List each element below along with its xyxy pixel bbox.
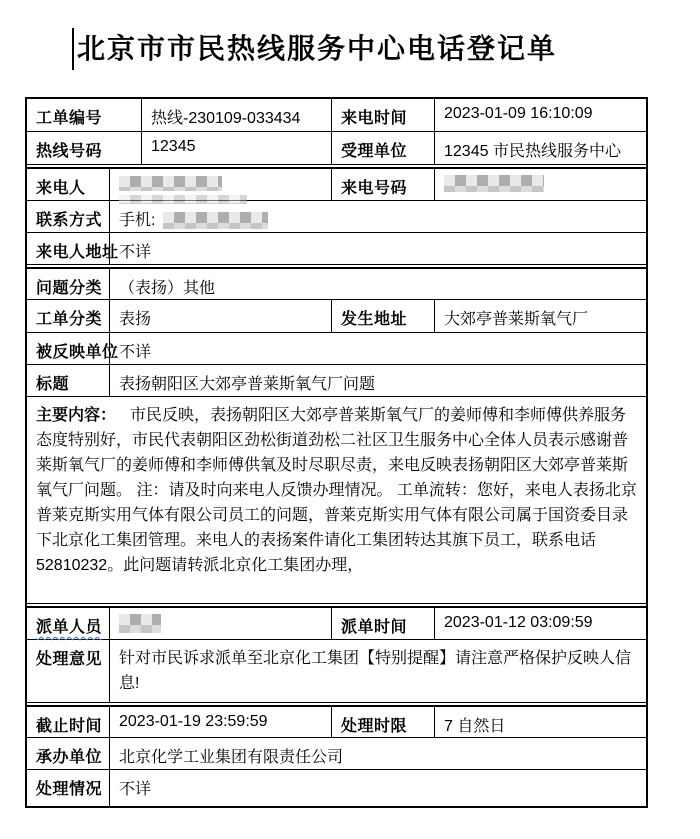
row-caller-addr [27, 233, 646, 265]
row-subject [27, 365, 646, 397]
field-label-dispatcher [27, 608, 110, 639]
field-label-call-time: 来电时间 [332, 99, 435, 131]
row-main-content [27, 397, 646, 604]
text-cursor [72, 28, 74, 70]
field-value-problem-class: （表扬）其他 [119, 280, 216, 297]
field-main-content [27, 397, 646, 603]
registration-form-table [25, 97, 648, 808]
field-value-caller-addr: 不详 [119, 244, 152, 261]
field-label-hotline-no: 热线号码 [27, 132, 142, 164]
field-label-reported-unit: 被反映单位 [27, 333, 110, 364]
field-label-contact: 联系方式 [27, 201, 110, 232]
row-hotline-no [27, 132, 646, 165]
field-label-deadline: 截止时间 [27, 707, 110, 737]
field-value-location: 大郊亭普莱斯氧气厂 [444, 311, 589, 328]
field-label-caller: 来电人 [27, 169, 110, 200]
field-label-subject: 标题 [27, 365, 110, 396]
redacted-phone-number [163, 212, 268, 229]
field-label-dispatch-time: 派单时间 [332, 608, 435, 639]
redacted-caller-number [444, 175, 544, 192]
redacted-dispatcher-name [119, 614, 161, 633]
field-value-contact [110, 201, 646, 232]
row-order-class [27, 300, 646, 333]
redacted-caller-name-line2 [119, 195, 247, 204]
field-value-deadline: 2023-01-19 23:59:59 [110, 707, 332, 737]
row-handling-unit [27, 738, 646, 770]
row-handling-status [27, 770, 646, 806]
field-value-dispatcher [110, 608, 332, 639]
main-content-label: 主要内容： [36, 407, 117, 424]
field-label-accept-unit: 受理单位 [332, 132, 435, 164]
dispatcher-label-text: 派单人员 [36, 619, 103, 636]
field-value-reported-unit: 不详 [119, 344, 152, 361]
page-title: 北京市市民热线服务中心电话登记单 [77, 33, 558, 64]
field-value-handling-opinion: 针对市民诉求派单至北京化工集团【特别提醒】请注意严格保护反映人信息! [119, 650, 632, 692]
field-label-handling-unit: 承办单位 [27, 738, 110, 769]
field-label-caller-addr: 来电人地址 [27, 233, 110, 264]
field-value-caller [110, 169, 332, 200]
field-label-location: 发生地址 [332, 300, 435, 332]
field-value-order-class: 表扬 [110, 300, 332, 332]
field-value-order-no: 热线-230109-033434 [142, 99, 332, 131]
field-value-handling-unit: 北京化学工业集团有限责任公司 [119, 749, 344, 766]
main-content-text: 市民反映，表扬朝阳区大郊亭普莱斯氧气厂的姜师傅和李师傅供养服务态度特别好，市民代表朝阳区劲松街道劲松二社区卫生服务中心全体人员表示感谢普莱斯氧气厂的姜师傅和李师傅供氧及时尽职尽责，来电反映表扬朝阳区大郊亭普莱斯氧气厂问题。 注：请及时向来电人反馈办理情况。 工单流转：您好，来电人表扬北京普莱克斯实用气体有限公司员工的问题，普莱克斯实用气体有限公司属于国资委目录下北京化工集团管理。来电人的表扬案件请化工集团转达其旗下员工，联系电话 52810232。此问题请转派北京化工集团办理， [36, 407, 637, 574]
row-deadline [27, 707, 646, 738]
row-contact [27, 201, 646, 233]
row-reported-unit [27, 333, 646, 365]
field-value-handling-status: 不详 [119, 781, 152, 798]
field-value-caller-no [435, 169, 646, 200]
field-label-handling-status: 处理情况 [27, 770, 110, 806]
field-label-problem-class: 问题分类 [27, 269, 110, 299]
contact-prefix: 手机: [119, 212, 156, 229]
field-label-caller-no: 来电号码 [332, 169, 435, 200]
field-value-call-time: 2023-01-09 16:10:09 [444, 105, 593, 122]
row-caller [27, 169, 646, 201]
field-value-time-limit: 7 自然日 [444, 718, 506, 735]
row-problem-class [27, 269, 646, 300]
field-label-order-class: 工单分类 [27, 300, 110, 332]
field-value-accept-unit: 12345 市民热线服务中心 [444, 143, 621, 160]
field-label-handling-opinion: 处理意见 [27, 640, 110, 702]
field-label-time-limit: 处理时限 [332, 707, 435, 737]
row-handling-opinion [27, 640, 646, 703]
field-label-order-no: 工单编号 [27, 99, 142, 131]
row-dispatcher [27, 608, 646, 640]
row-order-no [27, 99, 646, 132]
field-value-subject: 表扬朝阳区大郊亭普莱斯氧气厂问题 [119, 376, 376, 393]
field-value-hotline-no: 12345 [142, 132, 332, 164]
field-value-dispatch-time: 2023-01-12 03:09:59 [444, 614, 593, 631]
redacted-caller-name [119, 176, 222, 191]
